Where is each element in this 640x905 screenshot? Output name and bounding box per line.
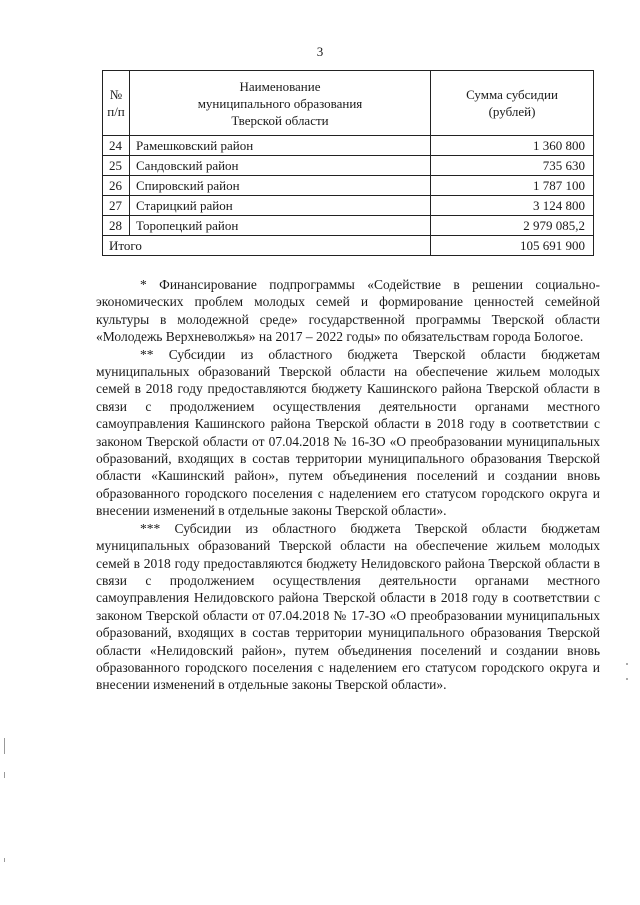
row-number: 26	[103, 176, 130, 196]
footnote-3: *** Субсидии из областного бюджета Тверской области бюджетам муниципальных образований Тверской области на обеспечение жильем молодых семей в 2018 году предоставляются бюджету Нелидовского района Тверской области в связи с продолжением осуществления деятельности органами местного самоуправления Нелидовского района Тверской области в 2018 году в соответствии с законом Тверской области от 07.04.2018 № 17-ЗО «О преобразовании муниципальных образований, входящих в состав территории муниципального образования Тверской области «Нелидовский район», путем объединения поселений и создании вновь образованного городского поселения с наделением его статусом городского округа и внесении изменений в отдельные законы Тверской области».	[96, 520, 600, 693]
table-row	[103, 156, 594, 176]
subsidy-table	[102, 70, 594, 256]
header-number-line2: п/п	[107, 104, 125, 119]
total-label: Итого	[103, 236, 431, 256]
header-name-line2: муниципального образования	[197, 95, 363, 111]
header-name-line3: Тверской области	[231, 112, 329, 128]
row-name: Рамешковский район	[130, 136, 431, 156]
scan-mark	[4, 738, 5, 754]
row-name: Старицкий район	[130, 196, 431, 216]
table-body	[103, 136, 594, 256]
header-sum-line1: Сумма субсидии	[466, 87, 558, 102]
footnote-1: * Финансирование подпрограммы «Содействие в решении социально-экономических проблем молодых семей и формирование ценностей семейной культуры в молодежной среде» государственной программы Тверской области «Молодежь Верхневолжья» на 2017 – 2022 годы» по обязательствам города Бологое.	[96, 277, 600, 345]
scan-dot	[626, 663, 628, 665]
row-name: Сандовский район	[130, 156, 431, 176]
row-sum: 1 360 800	[431, 136, 594, 156]
header-name-line1: Наименование	[239, 78, 321, 94]
table-row	[103, 176, 594, 196]
row-name: Спировский район	[130, 176, 431, 196]
row-name: Торопецкий район	[130, 216, 431, 236]
header-sum	[431, 71, 594, 136]
table-row	[103, 136, 594, 156]
header-number	[103, 71, 130, 136]
row-number: 27	[103, 196, 130, 216]
scan-mark	[4, 772, 5, 778]
header-name	[130, 71, 431, 136]
table-row	[103, 196, 594, 216]
row-sum: 735 630	[431, 156, 594, 176]
row-number: 25	[103, 156, 130, 176]
total-row	[103, 236, 594, 256]
scan-mark	[4, 858, 5, 862]
table-header	[103, 71, 594, 136]
header-sum-line2: (рублей)	[488, 104, 536, 119]
row-sum: 2 979 085,2	[431, 216, 594, 236]
total-sum: 105 691 900	[431, 236, 594, 256]
row-sum: 3 124 800	[431, 196, 594, 216]
scan-dot	[626, 678, 628, 680]
row-number: 28	[103, 216, 130, 236]
page-number: 3	[316, 44, 324, 59]
header-number-line1: №	[109, 87, 123, 102]
table-row	[103, 216, 594, 236]
footnotes	[96, 276, 600, 694]
header-row	[103, 71, 594, 136]
row-sum: 1 787 100	[431, 176, 594, 196]
footnote-2: ** Субсидии из областного бюджета Тверской области бюджетам муниципальных образований Тверской области на обеспечение жильем молодых семей в 2018 году предоставляются бюджету Кашинского района Тверской области в связи с продолжением осуществления деятельности органами местного самоуправления Кашинского района Тверской области в 2018 году в соответствии с законом Тверской области от 07.04.2018 № 16-ЗО «О преобразовании муниципальных образований, входящих в состав территории муниципального образования Тверской области «Кашинский район», путем объединения поселений и создании вновь образованного городского поселения с наделением его статусом городского округа и внесении изменений в отдельные законы Тверской области».	[96, 346, 600, 519]
row-number: 24	[103, 136, 130, 156]
